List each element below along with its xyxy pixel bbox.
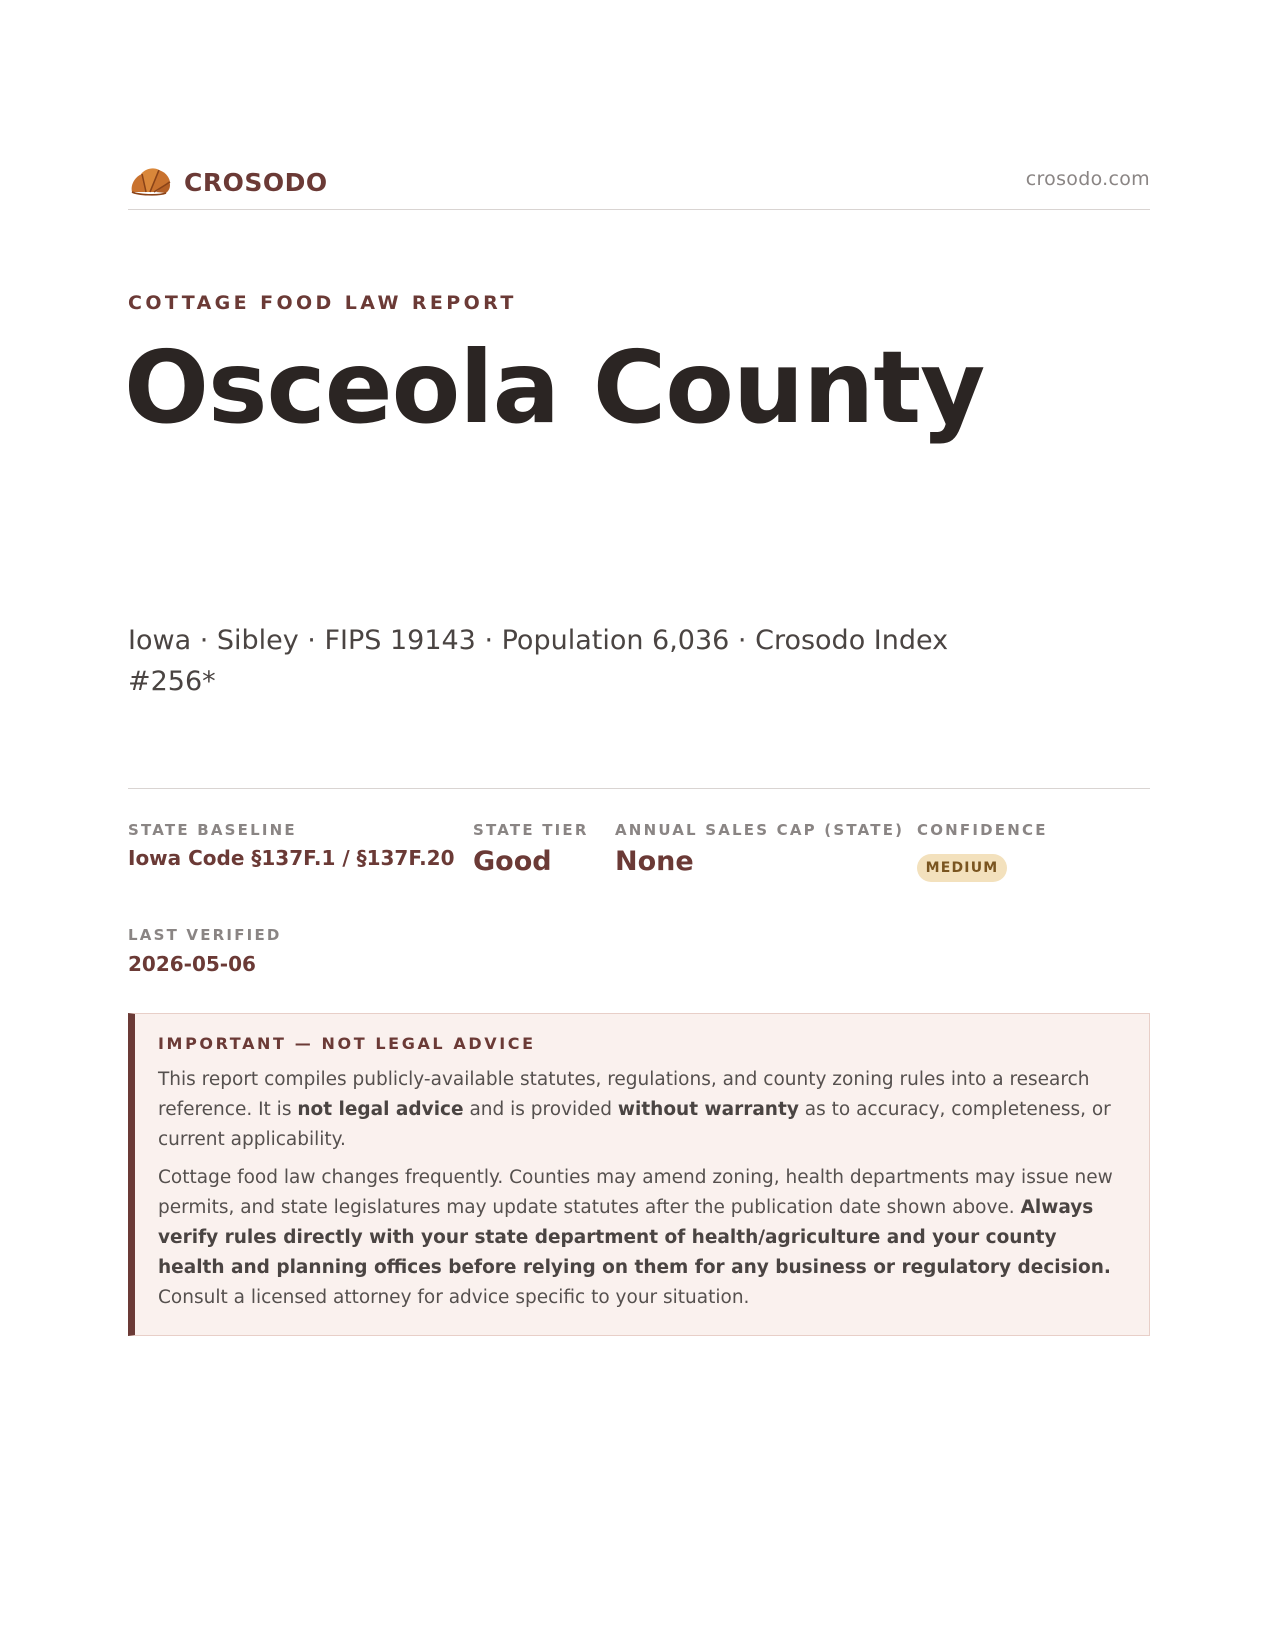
state-tier-value: Good — [473, 846, 552, 877]
last-verified-value: 2026-05-06 — [128, 952, 256, 976]
legal-notice — [128, 1013, 1150, 1336]
brand-name: CROSODO — [184, 167, 328, 197]
page-header — [128, 158, 1150, 210]
brand-logo[interactable] — [128, 162, 328, 202]
site-url-link[interactable]: crosodo.com — [1025, 168, 1150, 190]
notice-paragraph-2 — [158, 1163, 1125, 1313]
notice-text: Cottage food law changes frequently. Counties may amend zoning, health departments may issue new permits, and state legislatures may update statutes after the publication date shown above. — [158, 1167, 1113, 1218]
notice-emphasis: not legal advice — [297, 1099, 464, 1120]
report-kicker: COTTAGE FOOD LAW REPORT — [128, 292, 517, 314]
notice-title: IMPORTANT — NOT LEGAL ADVICE — [158, 1034, 536, 1053]
notice-text: This report compiles publicly-available statutes, regulations, and county zoning rules into a research reference. It is — [158, 1069, 1090, 1120]
state-tier-label: STATE TIER — [473, 821, 589, 839]
last-verified-label: LAST VERIFIED — [128, 926, 282, 944]
notice-paragraph-1 — [158, 1065, 1125, 1155]
state-baseline-value: Iowa Code §137F.1 / §137F.20 — [128, 846, 455, 870]
report-page — [124, 0, 1150, 1650]
page-title: Osceola County — [124, 329, 985, 446]
state-baseline-label: STATE BASELINE — [128, 821, 297, 839]
notice-text: and is provided — [463, 1099, 618, 1120]
sales-cap-value: None — [615, 846, 694, 877]
notice-text: as to accuracy, completeness, or current applicability. — [158, 1099, 1111, 1150]
section-divider — [128, 788, 1150, 789]
notice-text: Consult a licensed attorney for advice specific to your situation. — [158, 1287, 750, 1308]
confidence-badge: MEDIUM — [917, 854, 1007, 882]
page-subtitle: Iowa · Sibley · FIPS 19143 · Population 6,036 · Crosodo Index #256* — [128, 625, 949, 697]
croissant-icon — [128, 162, 172, 202]
notice-emphasis: without warranty — [617, 1099, 799, 1120]
sales-cap-label: ANNUAL SALES CAP (STATE) — [615, 821, 905, 839]
confidence-label: CONFIDENCE — [917, 821, 1048, 839]
notice-emphasis: Always verify rules directly with your state department of health/agriculture and your county health and planning offices before relying on them for any business or regulatory decision. — [158, 1197, 1111, 1278]
